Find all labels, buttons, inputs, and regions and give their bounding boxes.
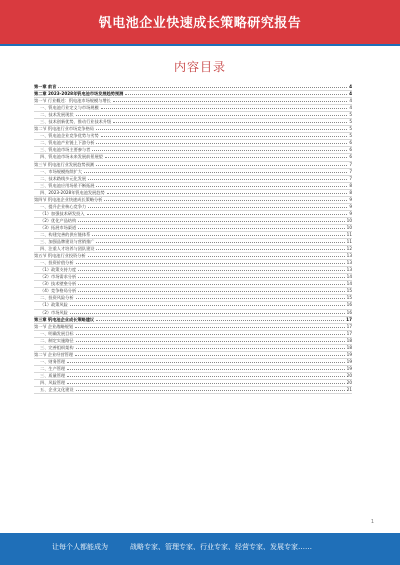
toc-leader-dots — [88, 253, 345, 257]
toc-entry[interactable] — [34, 281, 352, 288]
toc-leader-dots — [113, 98, 348, 102]
toc-entry-text: 三、质量管理 — [40, 372, 66, 378]
toc-leader-dots — [67, 366, 345, 370]
toc-entry-page: 6 — [349, 154, 352, 160]
toc-leader-dots — [78, 218, 344, 222]
footer-slogan: 让每个人都能成为 — [52, 543, 108, 551]
toc-leader-dots — [78, 274, 344, 278]
toc-leader-dots — [76, 331, 345, 335]
toc-entry-text: 二、钒电池产业链上下游分析 — [40, 140, 95, 146]
toc-entry-text: 第一节 行业概述：钒电池市场规模与增长 — [34, 98, 111, 104]
toc-entry-page: 8 — [349, 189, 352, 195]
toc-entry-page: 9 — [349, 196, 352, 202]
toc-entry-text: 二、投资风险分析 — [40, 295, 74, 301]
toc-entry-page: 13 — [346, 260, 352, 266]
toc-leader-dots — [67, 359, 345, 363]
toc-entry[interactable] — [34, 274, 352, 281]
toc-leader-dots — [76, 387, 345, 391]
toc-leader-dots — [67, 373, 345, 377]
toc-entry-text: （1）政策支持力度 — [40, 267, 77, 273]
toc-leader-dots — [58, 84, 347, 88]
toc-leader-dots — [76, 260, 345, 264]
toc-leader-dots — [75, 324, 345, 328]
toc-entry-page: 4 — [349, 84, 352, 89]
toc-leader-dots — [96, 239, 344, 243]
toc-entry-page: 14 — [346, 274, 352, 280]
toc-entry[interactable] — [34, 169, 352, 176]
toc-entry[interactable] — [34, 154, 352, 161]
toc-leader-dots — [78, 267, 344, 271]
toc-entry-page: 9 — [349, 203, 352, 209]
toc-entry-page: 4 — [349, 98, 352, 104]
toc-entry-page: 11 — [346, 239, 352, 245]
toc-entry-page: 6 — [349, 147, 352, 153]
toc-leader-dots — [101, 105, 348, 109]
toc-entry[interactable] — [34, 218, 352, 225]
toc-entry-text: 一、财务管理 — [40, 358, 66, 364]
toc-leader-dots — [92, 232, 344, 236]
toc-leader-dots — [125, 91, 347, 95]
toc-entry-text: 三、加强品牌建设与营销推广 — [40, 239, 95, 245]
toc-entry-text: 第三节 钒电池行业发展趋势预测 — [34, 161, 94, 167]
toc-entry[interactable] — [34, 162, 352, 169]
toc-entry-text: 第一章 前言 — [34, 84, 57, 89]
toc-entry[interactable] — [34, 183, 352, 190]
page-number: 1 — [370, 519, 374, 525]
toc-leader-dots — [76, 112, 348, 116]
toc-entry-text: 四、风险管理 — [40, 379, 66, 385]
toc-entry[interactable] — [34, 197, 352, 204]
toc-entry-page: 17 — [346, 316, 352, 322]
footer-roles: 战略专家、管理专家、行业专家、经营专家、发展专家…… — [130, 543, 312, 551]
toc-leader-dots — [76, 338, 345, 342]
toc-leader-dots — [107, 190, 348, 194]
toc-entry-text: 第四节 钒电池企业快速成长策略分析 — [34, 196, 103, 202]
toc-heading: 内容目录 — [173, 60, 226, 74]
toc-entry[interactable] — [34, 380, 352, 387]
toc-entry-page: 5 — [349, 126, 352, 132]
toc-entry-text: 一、明确发展目标 — [40, 330, 74, 336]
toc-entry-page: 19 — [346, 358, 352, 364]
toc-entry-text: （2）市场风险 — [40, 309, 68, 315]
toc-entry-text: 五、企业文化建设 — [40, 387, 74, 393]
toc-entry[interactable] — [34, 295, 352, 302]
toc-entry-page: 17 — [346, 323, 352, 329]
toc-entry-page: 16 — [346, 302, 352, 308]
toc-entry-page: 4 — [349, 105, 352, 111]
toc-entry-page: 20 — [346, 372, 352, 378]
toc-entry-text: 四、钒电池市场未来发展前景展望 — [40, 154, 103, 160]
report-title: 钒电池企业快速成长策略研究报告 — [98, 16, 302, 31]
toc-entry-text: 一、钒电池企业竞争优势与劣势 — [40, 133, 99, 139]
toc-entry-page: 21 — [346, 387, 352, 393]
toc-entry[interactable] — [34, 176, 352, 183]
toc-leader-dots — [88, 204, 347, 208]
toc-entry[interactable] — [34, 267, 352, 274]
toc-entry-page: 18 — [346, 337, 352, 343]
toc-entry-text: 四、2023-2028年钒电池发展趋势 — [40, 189, 105, 195]
toc-entry-page: 12 — [346, 246, 352, 252]
toc-entry-page: 6 — [349, 140, 352, 146]
report-footer — [0, 533, 400, 565]
toc-entry[interactable] — [34, 352, 352, 359]
toc-entry-page: 15 — [346, 288, 352, 294]
toc-entry-text: 三、完善组织架构 — [40, 344, 74, 350]
toc-entry-page: 4 — [349, 91, 352, 97]
toc-entry-page: 7 — [349, 168, 352, 174]
toc-entry[interactable] — [34, 204, 352, 211]
toc-entry-text: 二、技术路线多元化发展 — [40, 175, 87, 181]
toc-entry-text: 一、提升企业核心竞争力 — [40, 203, 87, 209]
toc-entry-text: （3）技术壁垒分析 — [40, 281, 77, 287]
toc-entry-text: （3）拓展市场渠道 — [40, 224, 77, 230]
toc-leader-dots — [96, 162, 347, 166]
toc-entry-page: 13 — [346, 267, 352, 273]
toc-entry-page: 19 — [346, 365, 352, 371]
toc-leader-dots — [75, 352, 345, 356]
toc-leader-dots — [104, 197, 347, 201]
toc-entry-text: 三、技术创新优势，推动行业技术升级 — [40, 119, 112, 125]
toc-entry-text: （4）竞争格局分析 — [40, 288, 77, 294]
toc-entry-page: 15 — [346, 295, 352, 301]
toc-leader-dots — [70, 302, 345, 306]
toc-entry-page: 5 — [349, 133, 352, 139]
toc-entry[interactable] — [34, 387, 352, 394]
toc-entry[interactable] — [34, 359, 352, 366]
toc-entry-page: 9 — [349, 210, 352, 216]
toc-entry-page: 10 — [346, 217, 352, 223]
toc-entry[interactable] — [34, 331, 352, 338]
toc-entry-text: 第二节 企业经营管理 — [34, 351, 74, 357]
toc-entry[interactable] — [34, 310, 352, 317]
toc-entry[interactable] — [34, 211, 352, 218]
toc-entry-text: 一、投资价值分析 — [40, 260, 74, 266]
toc-leader-dots — [101, 133, 348, 137]
toc-entry-page: 7 — [349, 175, 352, 181]
toc-entry[interactable] — [34, 253, 352, 260]
toc-entry[interactable] — [34, 345, 352, 352]
toc-entry-page: 13 — [346, 253, 352, 259]
toc-entry-text: 第一节 企业战略规划 — [34, 323, 74, 329]
toc-leader-dots — [70, 310, 345, 314]
toc-entry-text: （2）优化产品结构 — [40, 217, 77, 223]
toc-entry-text: 三、钒电池应用场景不断拓展 — [40, 182, 95, 188]
toc-entry[interactable] — [34, 232, 352, 239]
toc-leader-dots — [78, 225, 344, 229]
toc-entry[interactable] — [34, 288, 352, 295]
toc-leader-dots — [96, 126, 347, 130]
toc-entry[interactable] — [34, 302, 352, 309]
toc-entry[interactable] — [34, 84, 352, 91]
toc-leader-dots — [96, 246, 344, 250]
toc-leader-dots — [92, 147, 347, 151]
toc-entry-page: 16 — [346, 309, 352, 315]
toc-leader-dots — [96, 183, 347, 187]
toc-entry-page: 8 — [349, 182, 352, 188]
toc-leader-dots — [67, 380, 345, 384]
toc-entry-page: 18 — [346, 344, 352, 350]
toc-entry-text: 第五节 钒电池行业投资分析 — [34, 253, 86, 259]
toc-entry[interactable] — [34, 338, 352, 345]
toc-entry[interactable] — [34, 317, 352, 324]
toc-leader-dots — [78, 281, 344, 285]
toc-entry[interactable] — [34, 225, 352, 232]
toc-entry-text: （1）加强技术研发投入 — [40, 210, 85, 216]
toc-entry[interactable] — [34, 373, 352, 380]
toc-leader-dots — [88, 176, 347, 180]
toc-entry-text: 第二章 2023-2028年钒电池市场发展趋势预测 — [34, 91, 124, 97]
toc-entry[interactable] — [34, 105, 352, 112]
toc-leader-dots — [76, 295, 345, 299]
table-of-contents — [34, 84, 352, 394]
toc-entry-page: 19 — [346, 351, 352, 357]
toc-leader-dots — [96, 317, 344, 321]
toc-entry-page: 10 — [346, 224, 352, 230]
toc-entry-text: （1）政策风险 — [40, 302, 68, 308]
toc-entry-page: 5 — [349, 112, 352, 118]
toc-leader-dots — [87, 211, 348, 215]
toc-entry-text: 二、生产管理 — [40, 365, 66, 371]
toc-leader-dots — [113, 119, 347, 123]
toc-leader-dots — [76, 345, 345, 349]
toc-leader-dots — [78, 288, 344, 292]
toc-entry-page: 7 — [349, 161, 352, 167]
toc-entry-text: 二、技术发展现状 — [40, 112, 74, 118]
toc-entry-page: 5 — [349, 119, 352, 125]
toc-entry-text: 三、钒电池市场主要参与者 — [40, 147, 91, 153]
toc-entry-text: （2）市场需求分析 — [40, 274, 77, 280]
toc-entry-page: 17 — [346, 330, 352, 336]
toc-entry-page: 11 — [346, 231, 352, 237]
toc-entry[interactable] — [34, 260, 352, 267]
toc-entry[interactable] — [34, 324, 352, 331]
toc-entry-text: 二、构建完善的供应链体系 — [40, 231, 91, 237]
toc-entry[interactable] — [34, 190, 352, 197]
toc-leader-dots — [84, 169, 347, 173]
toc-entry-text: 二、制定实施路径 — [40, 337, 74, 343]
toc-entry-text: 四、注重人才培养与团队建设 — [40, 246, 95, 252]
toc-entry-text: 第三章 钒电池企业成长策略建议 — [34, 316, 95, 322]
toc-entry-text: 一、市场规模持续扩大 — [40, 168, 82, 174]
toc-leader-dots — [105, 154, 348, 158]
toc-entry-text: 一、钒电池行业定义与市场规模 — [40, 105, 99, 111]
toc-leader-dots — [96, 140, 347, 144]
toc-entry-text: 第二节 钒电池行业市场竞争格局 — [34, 126, 94, 132]
report-header — [0, 0, 400, 46]
toc-entry-page: 20 — [346, 379, 352, 385]
toc-entry[interactable] — [34, 366, 352, 373]
toc-entry-page: 14 — [346, 281, 352, 287]
